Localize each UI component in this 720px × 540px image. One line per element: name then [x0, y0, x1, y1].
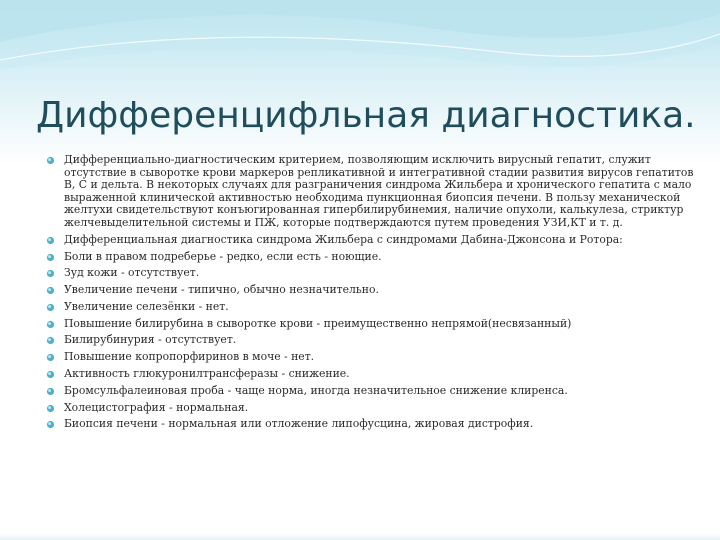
- list-item-text: Повышение билирубина в сыворотке крови - преимущественно непрямой(несвязанный): [64, 316, 572, 330]
- list-item: [44, 368, 694, 381]
- slide-title: Дифференцифльная диагностика.: [36, 95, 696, 136]
- bullet-icon: [46, 320, 55, 329]
- bullet-icon: [46, 420, 55, 429]
- list-item: [44, 318, 694, 331]
- bullet-icon: [46, 353, 55, 362]
- bullet-icon: [46, 253, 55, 262]
- bullet-icon: [46, 236, 55, 245]
- bullet-list: [44, 154, 694, 435]
- bullet-icon: [46, 336, 55, 345]
- bullet-icon: [46, 387, 55, 396]
- list-item-text: Боли в правом подреберье - редко, если есть - ноющие.: [64, 249, 382, 263]
- list-item-text: Билирубинурия - отсутствует.: [64, 333, 237, 347]
- list-item-text: Зуд кожи - отсутствует.: [64, 266, 200, 280]
- bottom-rule: [0, 534, 720, 540]
- bullet-icon: [46, 303, 55, 312]
- bullet-icon: [46, 404, 55, 413]
- list-item-text: Увеличение печени - типично, обычно незначительно.: [64, 283, 379, 297]
- list-item: [44, 351, 694, 364]
- bullet-icon: [46, 370, 55, 379]
- list-item-text: Холецистография - нормальная.: [64, 400, 249, 414]
- bullet-icon: [46, 286, 55, 295]
- list-item: [44, 251, 694, 264]
- list-item-text: Активность глюкуронилтрансферазы - снижение.: [64, 367, 350, 380]
- list-item: [44, 234, 694, 247]
- list-item-text: Бромсульфалеиновая проба - чаще норма, иногда незначительное снижение клиренса.: [64, 383, 568, 397]
- list-item-text: Биопсия печени - нормальная или отложение липофусцина, жировая дистрофия.: [64, 417, 534, 431]
- bullet-icon: [46, 156, 55, 165]
- list-item: [44, 154, 694, 230]
- list-item-text: Дифференциальная диагностика синдрома Жильбера с синдромами Дабина-Джонсона и Ротора:: [64, 232, 623, 246]
- list-item: [44, 385, 694, 398]
- list-item: [44, 418, 694, 431]
- header-wave-decoration: [0, 0, 720, 170]
- list-item: [44, 402, 694, 415]
- list-item: [44, 267, 694, 280]
- bullet-icon: [46, 269, 55, 278]
- list-item-text: Дифференциально-диагностическим критерием, позволяющим исключить вирусный гепатит, служит отсутствие в сыворотке крови маркеров репликативной и интегративной стадии развития вирусов гепатитов В, С и дельта. В некоторых случаях для разграничения синдрома Жильбера и хронического гепатита с мало выраженной клинической активностью необходима пункционная биопсия печени. В пользу механической желтухи свидетельствуют конъюгированная гипербилирубинемия, наличие опухоли, калькулеза, стриктур желчевыделительной системы и ПЖ, которые подтверждаются путем проведения УЗИ,КТ и т. д.: [64, 153, 694, 229]
- list-item: [44, 301, 694, 314]
- list-item-text: Повышение копропорфиринов в моче - нет.: [64, 350, 315, 364]
- list-item: [44, 334, 694, 347]
- list-item: [44, 284, 694, 297]
- list-item-text: Увеличение селезёнки - нет.: [64, 299, 229, 313]
